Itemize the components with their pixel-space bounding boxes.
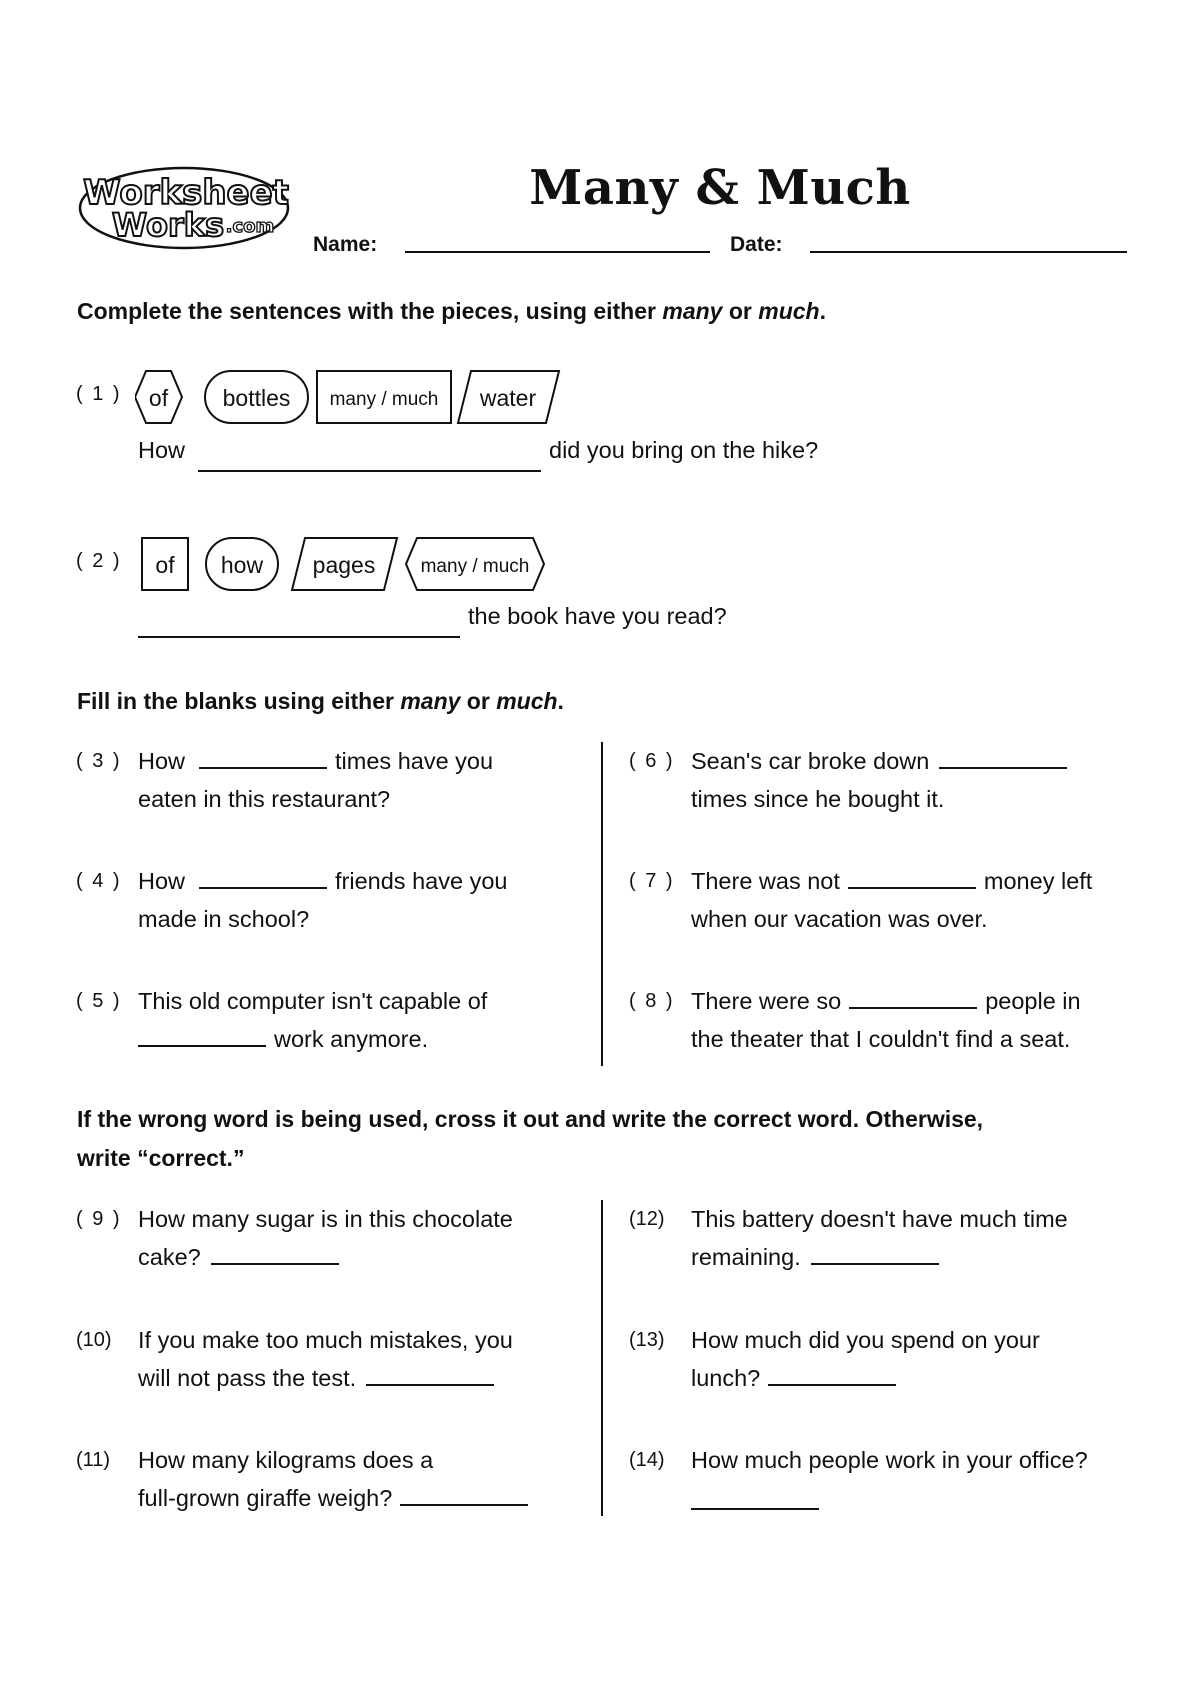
answer-line[interactable] [768,1384,896,1386]
question-number: ( 4 ) [76,870,122,892]
q8-line2: the theater that I couldn't find a seat. [691,1026,1071,1052]
question-number: ( 6 ) [629,750,675,772]
question-number: ( 7 ) [629,870,675,892]
answer-line[interactable] [400,1504,528,1506]
q11-line2: full-grown giraffe weigh? [138,1479,532,1517]
q14-line1: How much people work in your office? [691,1447,1088,1473]
question-number: (12) [629,1208,665,1230]
svg-text:many / much: many / much [420,556,530,577]
q5-line1: This old computer isn't capable of [138,988,488,1014]
q11-line1: How many kilograms does a [138,1447,434,1473]
question-number: ( 3 ) [76,750,122,772]
logo-line2: Works [111,206,225,244]
section3-instruction-line1: If the wrong word is being used, cross it out and write the correct word. Otherwise, [77,1106,984,1132]
piece-rounded[interactable] [205,371,308,423]
name-line[interactable] [405,251,710,253]
answer-line[interactable] [199,887,327,889]
section2-instruction: Fill in the blanks using either many or much. [77,688,564,714]
q13-line1: How much did you spend on your [691,1327,1040,1353]
svg-text:how: how [220,552,264,578]
q4-line2: made in school? [138,906,310,932]
svg-text:bottles: bottles [222,385,291,411]
q13-line2: lunch? [691,1359,900,1397]
logo-suffix: .com [225,216,275,237]
q12-line1: This battery doesn't have much time [691,1206,1068,1232]
piece-parallelogram[interactable] [292,538,397,590]
piece-square[interactable] [142,538,188,590]
piece-parallelogram[interactable] [458,371,559,423]
column-divider [601,1200,603,1516]
q12-line2: remaining. [691,1238,943,1276]
q7-line2: when our vacation was over. [691,906,988,932]
worksheetworks-logo [76,164,298,256]
q1-after: did you bring on the hike? [549,437,819,463]
question-number: ( 9 ) [76,1208,122,1230]
answer-line[interactable] [939,767,1067,769]
q3-line2: eaten in this restaurant? [138,786,391,812]
answer-line[interactable] [811,1263,939,1265]
q2-pieces [135,533,555,595]
piece-hexagon[interactable] [135,371,182,423]
section3-instruction-line2: write “correct.” [77,1145,245,1171]
answer-line[interactable] [138,1045,266,1047]
q2-after: the book have you read? [468,603,727,629]
q4-line1: How friends have you [138,868,508,894]
date-line[interactable] [810,251,1127,253]
q7-line1: There was not money left [691,868,1093,894]
q6-line2: times since he bought it. [691,786,945,812]
logo-line1: Worksheet [83,173,289,213]
piece-hexagon[interactable] [406,538,544,590]
question-number: (14) [629,1449,665,1471]
svg-text:water: water [479,385,537,411]
q6-line1: Sean's car broke down [691,742,1071,780]
piece-rectangle[interactable] [317,371,451,423]
answer-line[interactable] [199,767,327,769]
q5-line2: work anymore. [138,1020,428,1058]
q10-line2: will not pass the test. [138,1359,498,1397]
svg-text:of: of [148,385,169,411]
q9-line2: cake? [138,1238,343,1276]
column-divider [601,742,603,1066]
date-label: Date: [730,233,783,256]
question-number: ( 5 ) [76,990,122,1012]
answer-line[interactable] [366,1384,494,1386]
svg-text:of: of [155,552,175,578]
answer-line[interactable] [848,887,976,889]
q1-before: How [138,437,186,463]
question-number: (10) [76,1329,112,1351]
question-number: ( 8 ) [629,990,675,1012]
q9-line1: How many sugar is in this chocolate [138,1206,513,1232]
q8-line1: There were so people in [691,988,1081,1014]
answer-line[interactable] [691,1508,819,1510]
page-title: Many & Much [529,160,911,216]
name-label: Name: [313,233,378,256]
svg-text:pages: pages [312,552,376,578]
answer-line[interactable] [138,636,460,638]
question-number: ( 1 ) [76,383,122,405]
q10-line1: If you make too much mistakes, you [138,1327,513,1353]
question-number: (13) [629,1329,665,1351]
section1-instruction: Complete the sentences with the pieces, using either many or much. [77,298,826,324]
q3-line1: How times have you [138,748,494,774]
answer-line[interactable] [198,470,541,472]
answer-line[interactable] [211,1263,339,1265]
question-number: ( 2 ) [76,550,122,572]
piece-rounded[interactable] [206,538,278,590]
svg-text:many / much: many / much [329,389,439,410]
q1-pieces [135,366,565,428]
answer-line[interactable] [849,1007,977,1009]
question-number: (11) [76,1449,111,1471]
